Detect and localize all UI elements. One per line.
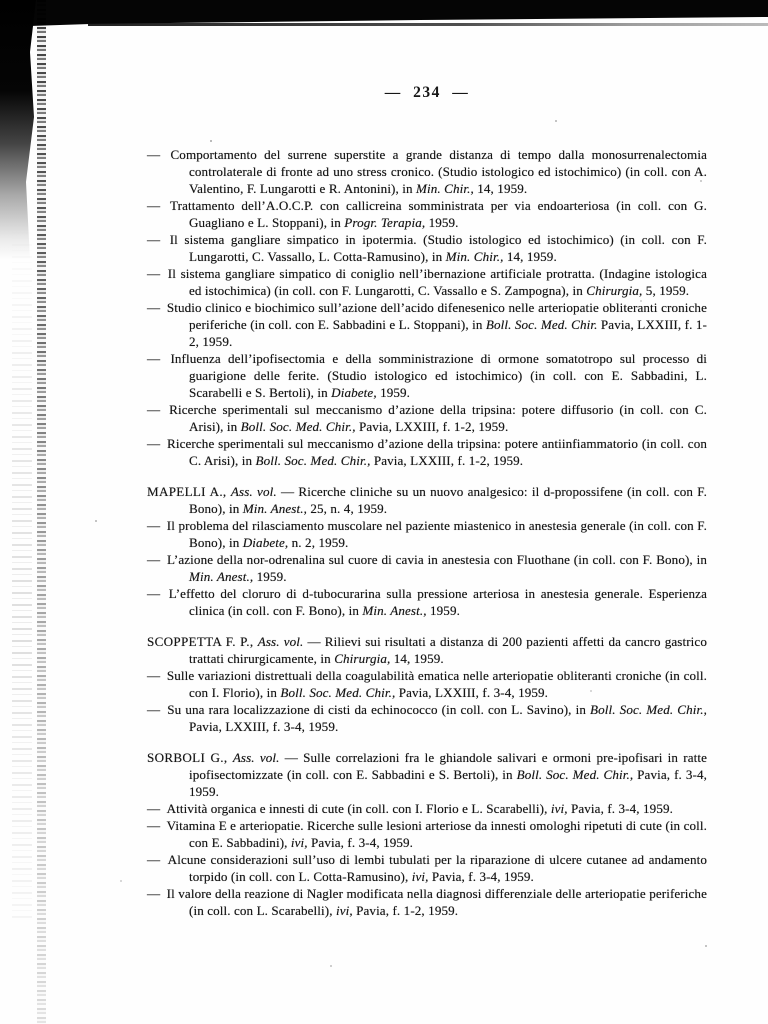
bibliography-entry bbox=[147, 299, 707, 350]
bibliography-entry bbox=[147, 435, 707, 469]
entry-dash: — bbox=[147, 886, 164, 901]
entry-text-run: L’effetto del cloruro di d-tubocurarina sulla pressione arteriosa in anestesia generale. Esperienza clinica (in coll. con F. Bono), in bbox=[168, 586, 707, 618]
entry-text-run: 1959. bbox=[376, 385, 411, 400]
scan-binding-faint-streak-artifact bbox=[12, 220, 32, 920]
author-role: Ass. vol. bbox=[257, 634, 304, 649]
bibliography-entry bbox=[147, 197, 707, 231]
entry-dash: — bbox=[147, 198, 167, 213]
author-role: Ass. vol. bbox=[230, 484, 277, 499]
entry-text-run: 1959. bbox=[426, 603, 460, 618]
entry-text-run: Boll. Soc. Med. Chir., bbox=[255, 453, 371, 468]
bibliography-entry bbox=[147, 551, 707, 585]
entry-dash: — bbox=[147, 266, 165, 281]
entry-text-run: Progr. Terapia, bbox=[344, 215, 426, 230]
entry-text-run: 1959. bbox=[253, 569, 287, 584]
entry-dash: — bbox=[147, 300, 164, 315]
entry-text-run: 14, 1959. bbox=[473, 181, 528, 196]
scan-speck-artifacts bbox=[0, 0, 2, 2]
entry-text-run: Chirurgia, bbox=[586, 283, 643, 298]
bibliography-entry: SORBOLI G., Ass. vol. — Sulle correlazioni fra le ghiandole salivari e ormoni pre-ipofisari in ratte ipofisectomizzate (in coll. con E. Sabbadini e S. Bertoli), in Boll. Soc. Med. Chir., Pavia, f. 3-4, 1959. bbox=[147, 750, 708, 799]
entry-dash: — bbox=[147, 586, 166, 601]
entry-text-run: Pavia, LXXIII, f. 1-2, 1959. bbox=[355, 419, 509, 434]
text-column bbox=[147, 84, 707, 919]
bibliography-entry bbox=[147, 885, 707, 919]
entry-dash: — bbox=[147, 852, 165, 867]
entry-text-run: Il problema del rilasciamento muscolare nel paziente miastenico in anestesia generale (in coll. con F. Bono), in bbox=[166, 518, 707, 550]
bibliography-entry bbox=[147, 146, 707, 197]
entry-text-run: Pavia, f. 1-2, 1959. bbox=[352, 903, 459, 918]
scan-top-line-artifact bbox=[88, 23, 768, 26]
entry-text-run: Il valore della reazione di Nagler modificata nella diagnosi differenziale delle arteriopatie periferiche (in coll. con L. Scarabelli), bbox=[166, 886, 707, 918]
entry-text-run: 14, 1959. bbox=[390, 651, 444, 666]
entry-text-run: 25, n. 4, 1959. bbox=[307, 501, 388, 516]
author-name: SORBOLI G., bbox=[147, 750, 233, 765]
author-role: Ass. vol. bbox=[232, 750, 280, 765]
entry-dash: — bbox=[147, 402, 167, 417]
entry-text-run: Min. Chir., bbox=[416, 181, 474, 196]
entry-text-run: Pavia, LXXIII, f. 3-4, 1959. bbox=[189, 719, 339, 734]
entry-text-run: Ricerche cliniche su un nuovo analgesico: il d-propossifene (in coll. con F. Bono), in bbox=[189, 484, 707, 516]
entry-text-run: Pavia, LXXIII, f. 1-2, 1959. bbox=[370, 453, 524, 468]
entry-dash: — bbox=[147, 668, 164, 683]
entry-text-run: Min. Anest., bbox=[362, 603, 427, 618]
bibliography-entry bbox=[147, 231, 707, 265]
entry-text-run: Comportamento del surrene superstite a grande distanza di tempo dalla monosurrenalectomia controlaterale di fronte ad uno stress cronico. (Studio istologico ed istochimico) (in coll. con A. Valentino, F. Lungarotti e R. Antonini), in bbox=[170, 147, 707, 196]
entry-text-run: n. 2, 1959. bbox=[288, 535, 349, 550]
entry-text-run: Attività organica e innesti di cute (in coll. con I. Florio e L. Scarabelli), bbox=[166, 801, 551, 816]
entry-dash: — bbox=[147, 147, 168, 162]
entry-text-run: Ricerche sperimentali sul meccanismo d’azione della tripsina: potere diffusorio (in coll. con C. Arisi), in bbox=[169, 402, 707, 434]
entry-text-run: Il sistema gangliare simpatico di coniglio nell’ibernazione artificiale protratta. (Indagine istologica ed istochimica) (in coll. con F. Lungarotti, C. Vassallo e S. Zampogna), in bbox=[167, 266, 707, 298]
page-number: — 234 — bbox=[384, 84, 470, 101]
entry-text-run: Studio clinico e biochimico sull’azione dell’acido difenesenico nelle arteriopatie obliteranti croniche periferiche (in coll. con E. Sabbadini e L. Stoppani), in bbox=[166, 300, 707, 332]
entry-text-run: Pavia, LXXIII, f. 1-2, 1959. bbox=[189, 317, 707, 349]
entry-text-run: Boll. Soc. Med. Chir., bbox=[280, 685, 396, 700]
entry-text-run: Min. Anest., bbox=[242, 501, 307, 516]
entry-text-run: Pavia, f. 3-4, 1959. bbox=[189, 767, 707, 799]
entry-dash: — bbox=[147, 436, 165, 451]
entry-dash: — bbox=[147, 818, 164, 833]
entry-text-run: Ricerche sperimentali sul meccanismo d’azione della tripsina: potere antiinfiammatorio (in coll. con C. Arisi), in bbox=[167, 436, 707, 468]
bibliography-entry bbox=[147, 701, 707, 735]
entry-text-run: Sulle variazioni distrettuali della coagulabilità ematica nelle arteriopatie obliteranti croniche (in coll. con I. Florio), in bbox=[166, 668, 707, 700]
entry-text-run: Boll. Soc. Med. Chir., bbox=[516, 767, 634, 782]
bibliography-entry: SCOPPETTA F. P., Ass. vol. — Rilievi sui risultati a distanza di 200 pazienti affetti da cancro gastrico trattati chirurgicamente, in Chirurgia, 14, 1959. bbox=[147, 634, 707, 666]
entry-text-run: Pavia, f. 3-4, 1959. bbox=[428, 869, 534, 884]
entry-text-run: Diabete, bbox=[242, 535, 289, 550]
entry-text-run: 14, 1959. bbox=[503, 249, 557, 264]
entry-dash: — bbox=[147, 232, 167, 247]
bibliography-entry bbox=[147, 265, 707, 299]
entry-text-run: Trattamento dell’A.O.C.P. con callicreina somministrata per via endoarteriosa (in coll. con G. Guagliano e L. Stoppani), in bbox=[169, 198, 707, 230]
bibliography-entry bbox=[147, 517, 707, 551]
entry-text-run: Min. Anest., bbox=[189, 569, 254, 584]
entry-text-run: Influenza dell’ipofisectomia e della somministrazione di ormone somatotropo sul processo di guarigione delle ferite. (Studio istologico ed istochimico) (in coll. con E. Sabbadini, L. Scarabelli e S. Bertoli), in bbox=[170, 351, 707, 400]
entry-text-run: ivi, bbox=[290, 835, 308, 850]
entry-text-run: Il sistema gangliare simpatico in ipotermia. (Studio istologico ed istochimico) (in coll. con F. Lungarotti, C. Vassallo, L. Cotta-Ramusino), in bbox=[169, 232, 707, 264]
entry-text-run: ivi, bbox=[411, 869, 429, 884]
entry-text-run: Pavia, f. 3-4, 1959. bbox=[307, 835, 414, 850]
entry-text-run: ivi, bbox=[335, 903, 353, 918]
entry-dash: — bbox=[147, 552, 164, 567]
entry-text-run: Chirurgia, bbox=[334, 651, 391, 666]
entry-text-run: Boll. Soc. Med. Chir., bbox=[240, 419, 356, 434]
scan-binding-streak-artifact bbox=[37, 0, 46, 1024]
entry-text-run: Rilievi sui risultati a distanza di 200 pazienti affetti da cancro gastrico trattati chirurgicamente, in bbox=[189, 634, 707, 666]
entry-dash: — bbox=[147, 351, 168, 366]
bibliography-entry bbox=[147, 851, 707, 885]
bibliography-entry bbox=[147, 401, 707, 435]
entry-text-run: Alcune considerazioni sull’uso di lembi tubulati per la riparazione di ulcere cutanee ad andamento torpido (in coll. con L. Cotta-Ramusino), bbox=[167, 852, 707, 884]
entry-text-run: 5, 1959. bbox=[642, 283, 690, 298]
entry-text-run: Boll. Soc. Med. Chir., bbox=[590, 702, 707, 717]
entry-dash: — bbox=[147, 702, 165, 717]
bibliography-section bbox=[147, 483, 707, 619]
entry-text-run: Pavia, f. 3-4, 1959. bbox=[567, 801, 673, 816]
entry-dash: — bbox=[147, 801, 164, 816]
author-name: SCOPPETTA F. P., bbox=[147, 634, 258, 649]
bibliography bbox=[147, 146, 707, 919]
entry-text-run: 1959. bbox=[425, 215, 459, 230]
bibliography-section bbox=[147, 749, 707, 919]
entry-text-run: L’azione della nor-odrenalina sul cuore di cavia in anestesia con Fluothane (in coll. con F. Bono), in bbox=[167, 552, 707, 567]
entry-text-run: Sulle correlazioni fra le ghiandole salivari e ormoni pre-ipofisari in ratte ipofisectomizzate (in coll. con E. Sabbadini e S. Bertoli), in bbox=[189, 750, 708, 782]
author-name: MAPELLI A., bbox=[147, 484, 231, 499]
entry-text-run: Pavia, LXXIII, f. 3-4, 1959. bbox=[395, 685, 549, 700]
entry-text-run: Min. Chir., bbox=[445, 249, 504, 264]
bibliography-entry bbox=[147, 667, 707, 701]
bibliography-entry bbox=[147, 585, 707, 619]
bibliography-entry bbox=[147, 817, 707, 851]
bibliography-entry: MAPELLI A., Ass. vol. — Ricerche cliniche su un nuovo analgesico: il d-propossifene (in coll. con F. Bono), in Min. Anest., 25, n. 4, 1959. bbox=[147, 484, 707, 516]
entry-dash: — bbox=[147, 518, 164, 533]
bibliography-entry bbox=[147, 350, 707, 401]
bibliography-section bbox=[147, 633, 707, 735]
entry-text-run: Vitamina E e arteriopatie. Ricerche sulle lesioni arteriose da innesti omologhi ripetuti di cute (in coll. con E. Sabbadini), bbox=[166, 818, 707, 850]
entry-text-run: Diabete, bbox=[331, 385, 377, 400]
entry-text-run: ivi, bbox=[550, 801, 568, 816]
entry-text-run: Boll. Soc. Med. Chir. bbox=[485, 317, 598, 332]
bibliography-section bbox=[147, 146, 707, 469]
entry-text-run: Su una rara localizzazione di cisti da echinococco (in coll. con L. Savino), in bbox=[167, 702, 591, 717]
bibliography-entry bbox=[147, 800, 707, 817]
